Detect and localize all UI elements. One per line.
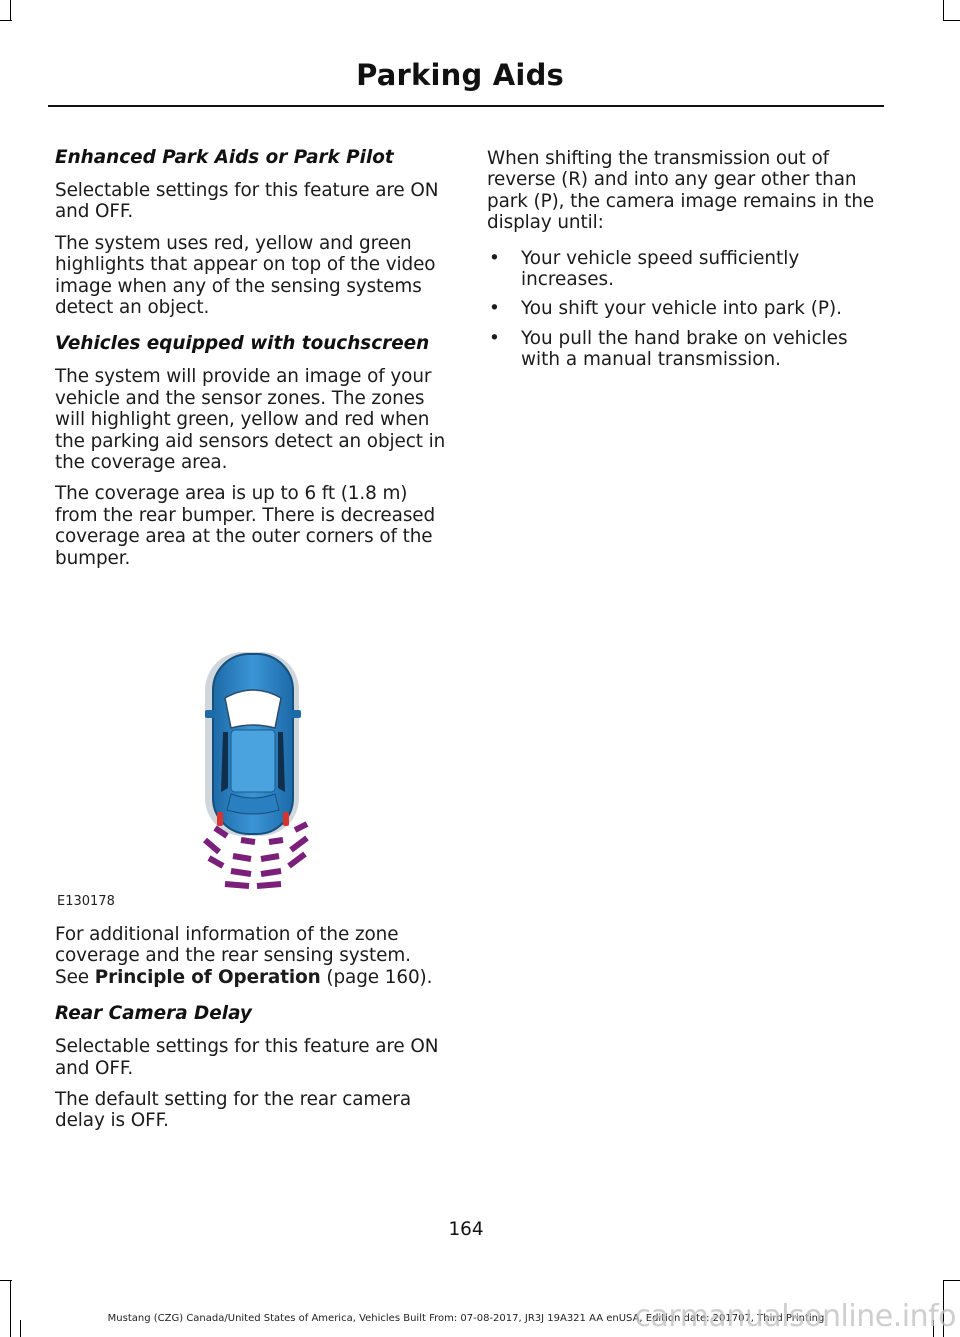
- crop-mark: [10, 0, 11, 20]
- title-divider: [48, 105, 884, 107]
- park-aid-figure: [55, 640, 455, 915]
- list-item: [487, 298, 882, 319]
- left-column: [55, 146, 450, 579]
- left-column-continued: [55, 924, 450, 1142]
- crop-mark: [10, 1280, 11, 1337]
- watermark: carmanualsonline.info: [634, 1299, 956, 1334]
- paragraph: Selectable settings for this feature are ON and OFF.: [55, 1036, 439, 1079]
- paragraph: The coverage area is up to 6 ft (1.8 m) from the rear bumper. There is decreased coverage area at the outer corners of the bumper.: [55, 483, 436, 569]
- list-item: [487, 328, 882, 371]
- paragraph: The system will provide an image of your vehicle and the sensor zones. The zones will highlight green, yellow and red when the parking aid sensors detect an object in the coverage area.: [55, 366, 446, 474]
- crop-mark: [943, 20, 960, 21]
- bullet-icon: •: [489, 247, 500, 269]
- list-item-text: You shift your vehicle into park (P).: [521, 298, 842, 320]
- car-windshield: [225, 690, 281, 728]
- crop-mark: [0, 1280, 12, 1281]
- bullet-icon: •: [489, 327, 500, 349]
- section-heading: Rear Camera Delay: [55, 1003, 252, 1025]
- paragraph: [55, 924, 450, 988]
- figure-code: E130178: [57, 894, 115, 909]
- cross-reference-link[interactable]: Principle of Operation: [94, 966, 321, 988]
- list-item-text: Your vehicle speed sufficiently increases.: [521, 247, 800, 291]
- paragraph: The system uses red, yellow and green highlights that appear on top of the video image when any of the sensing systems detect an object.: [55, 232, 436, 319]
- paragraph-text: For additional information of the zone coverage and the rear sensing system. See: [55, 924, 411, 988]
- page-number: 164: [448, 1219, 484, 1240]
- paragraph: The default setting for the rear camera delay is OFF.: [55, 1089, 412, 1132]
- bullet-icon: •: [489, 298, 500, 320]
- section-heading: Vehicles equipped with touchscreen: [55, 333, 430, 355]
- car-roof: [231, 730, 275, 792]
- crop-mark: [0, 20, 12, 21]
- page-reference: (page 160).: [320, 966, 433, 988]
- paragraph: When shifting the transmission out of reverse (R) and into any gear other than park (P), the camera image remains in the display until:: [487, 148, 875, 234]
- right-column: [487, 148, 882, 379]
- section-heading: Enhanced Park Aids or Park Pilot: [55, 147, 394, 168]
- list-item-text: You pull the hand brake on vehicles with a manual transmission.: [521, 327, 848, 371]
- paragraph: Selectable settings for this feature are ON and OFF.: [55, 180, 439, 223]
- car-sensor-illustration: [55, 640, 455, 915]
- crop-mark: [943, 1280, 960, 1281]
- page-title: Parking Aids: [356, 58, 564, 92]
- bullet-list: [487, 248, 882, 371]
- list-item: [487, 248, 882, 291]
- footer-text: Mustang (CZG) Canada/United States of America, Vehicles Built From: 07-08-2017, JR3J 19A321 AA enUSA, Edition date: 201707, Third Printing: [107, 1313, 825, 1324]
- crop-mark: [943, 0, 944, 20]
